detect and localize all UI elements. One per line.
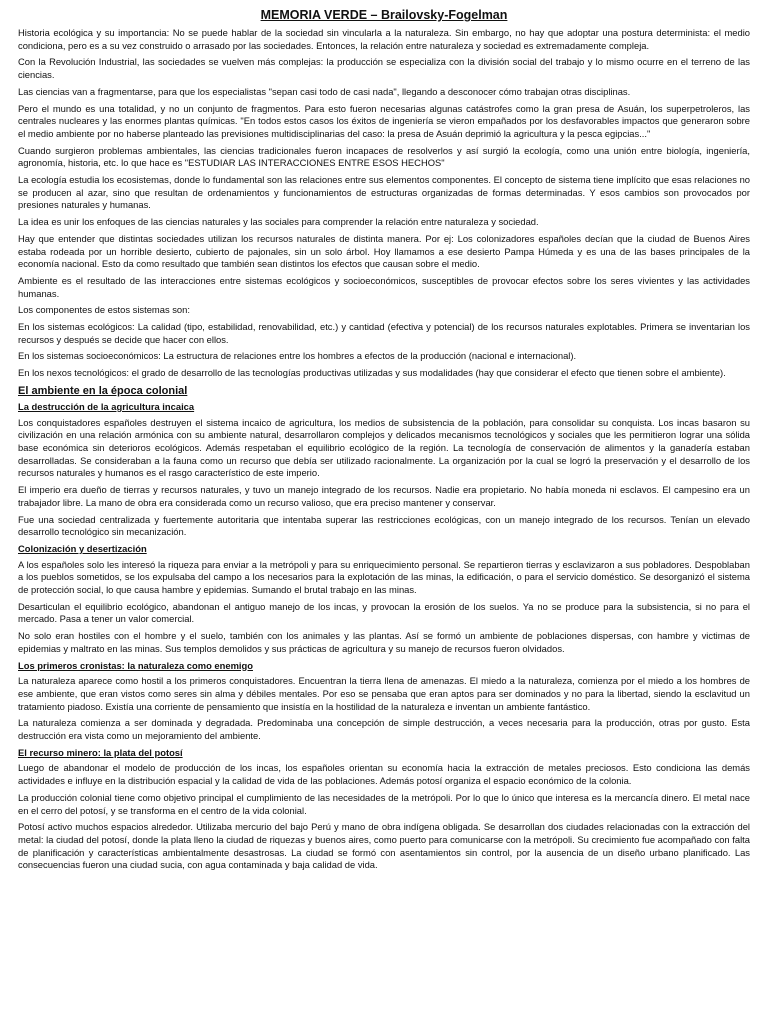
paragraph: La producción colonial tiene como objetivo principal el cumplimiento de las necesidades de la metrópoli. Por lo que lo único que interesa es la mercancía dinero. El metal nace en el cerro del potosí, y se transforma en el centro de la vida colonial. xyxy=(18,791,750,816)
subsection-heading: Colonización y desertización xyxy=(18,542,147,554)
subsection-heading: El recurso minero: la plata del potosí xyxy=(18,746,183,758)
paragraph: Cuando surgieron problemas ambientales, las ciencias tradicionales fueron incapaces de resolverlos y así surgió la ecología, como una unión entre biología, ingeniería, agronomía, historia, etc. lo que hace es "ESTUDIAR LAS INTERACCIONES ENTRE ESOS HECHOS" xyxy=(18,144,750,169)
paragraph: En los sistemas ecológicos: La calidad (tipo, estabilidad, renovabilidad, etc.) y cantidad (efectiva y potencial) de los recursos naturales explotables. Primera se inventarian los recursos y después se decide que hacer con ellos. xyxy=(18,321,750,345)
paragraph: La naturaleza aparece como hostil a los primeros conquistadores. Encuentran la tierra llena de amenazas. El miedo a la naturaleza, comienza por el miedo a los hombres de ese ambiente, que eran vistos como seres sin alma y débiles mentales. Por eso se pensaba que eran aptos para ser dominados y no para la libertad, siendo la esclavitud un tratamiento piadoso. Existía una corriente de pensamiento que insistía en la hostilidad de la naturaleza e inventan un ambiente fantástico. xyxy=(18,675,750,712)
paragraph: Luego de abandonar el modelo de producción de los incas, los españoles orientan su economía hacia la extracción de metales preciosos. Esto condiciona las demás actividades e influye en la distribución espacial y la calidad de vida de las poblaciones. Además potosí organiza el espacio económico de la colonia. xyxy=(18,762,750,787)
subsection-colonization xyxy=(18,543,750,656)
subsection-chroniclers xyxy=(18,660,750,743)
paragraph: No solo eran hostiles con el hombre y el suelo, también con los animales y las plantas. Así se formó un ambiente de poblaciones dispersas, con hambre y victimas de epidemias y maltrato en las minas. Sus templos demolidos y sus prácticas de agricultura y su manejo de recursos fueron olvidados. xyxy=(18,630,750,654)
paragraph: Pero el mundo es una totalidad, y no un conjunto de fragmentos. Para esto fueron necesarias algunas catástrofes como la gran presa de Asuán, los superpetroleros, las centrales nucleares y las enormes plantas químicas. "En todos estos casos los éxitos de ingeniería se vieron empañados por los desfavorables impactos que generaron sobre el medio ambiente por no haberse planteado las previsiones multidisciplinarias del caso: la presa de Asuán deprimió la agricultura y la pesca egipcias..." xyxy=(18,102,750,139)
section-heading: El ambiente en la época colonial xyxy=(18,384,188,397)
paragraph: La ecología estudia los ecosistemas, donde lo fundamental son las relaciones entre sus elementos componentes. El concepto de sistema tiene implícito que esas relaciones no se producen al azar, sino que resultan de ordenamientos y funcionamientos de estructuras organizadas de formas determinadas. Y esos cambios son provocados por presiones naturales y humanas. xyxy=(18,174,750,211)
paragraph: Historia ecológica y su importancia: No se puede hablar de la sociedad sin vincularla a la naturaleza. Sin embargo, no hay que adoptar una postura determinista: el medio condiciona, pero es a su vez construido o arrasado por las sociedades. Entonces, la relación entre naturaleza y sociedad es extremadamente compleja. xyxy=(18,27,750,51)
paragraph: Fue una sociedad centralizada y fuertemente autoritaria que intentaba superar las restricciones ecológicas, con un manejo integrado de los recursos. Tenían un elevado desarrollo tecnológico sin mecanización. xyxy=(18,513,750,538)
subsection-heading: La destrucción de la agricultura incaica xyxy=(18,400,195,412)
subsection-inca-agriculture xyxy=(18,401,750,539)
intro-section xyxy=(18,27,750,380)
paragraph: Los conquistadores españoles destruyen el sistema incaico de agricultura, los medios de subsistencia de la población, para consolidar su conquista. Los incas basaron su civilización en una relación armónica con su ambiente natural, desarrollaron complejos y delicados mecanismos tecnológicos y sociales que les permitieron lograr una sólida base económica sin deterioros ecológicos. Además respetaban el equilibrio ecológico de la región. La tecnología de conservación de alimentos y la ganadería estaban desarrolladas. Se consideraban a la fauna como un recurso que debía ser utilizado racionalmente. La organización por la cual se logró la preservación y el desarrollo de los recursos naturales y humanos es el rasgo característico de este imperio. xyxy=(18,416,750,479)
subsection-heading: Los primeros cronistas: la naturaleza como enemigo xyxy=(18,659,253,671)
paragraph: A los españoles solo les interesó la riqueza para enviar a la metrópoli y para su enriquecimiento personal. Se repartieron tierras y esclavizaron a sus pobladores. Despoblaban a los pueblos sometidos, se los expulsaba del campo a los necesarios para la explotación de las minas, la edificación, o para el servicio doméstico. Se desorganizó el sistema de protección social, lo que causa hambre y epidemias. Sumando el brutal trabajo en las minas. xyxy=(18,558,750,596)
document-title: MEMORIA VERDE – Brailovsky-Fogelman xyxy=(260,8,508,22)
paragraph: El imperio era dueño de tierras y recursos naturales, y tuvo un manejo integrado de los recursos. Nadie era propietario. No había moneda ni esclavos. El campesino era un trabajador libre. La mano de obra era considerada como un recurso valioso, que era preciso mantener y conservar. xyxy=(18,484,750,508)
paragraph: Potosí activo muchos espacios alrededor. Utilizaba mercurio del bajo Perú y mano de obra indígena obligada. Se desarrollan dos ciudades relacionadas con la extracción del metal: la ciudad del potosí, donde la plata lleno la ciudad de riquezas y buenos aires, como puerto para comunicarse con la metrópoli. Su crecimiento fue acompañado con falta de planificación y características ambientalmente desastrosas. La ciudad se formó con asentamientos sin control, por la ausencia de un diseño urbano planificado. Las consecuencias fueron una ciudad sucia, con agua contaminada y baja calidad de vida. xyxy=(18,821,750,871)
paragraph: Desarticulan el equilibrio ecológico, abandonan el antiguo manejo de los incas, y provocan la erosión de los suelos. Ya no se produce para la subsistencia, si no para el mercado. Pasa a tener un valor comercial. xyxy=(18,600,750,625)
paragraph: Ambiente es el resultado de las interacciones entre sistemas ecológicos y socioeconómicos, susceptibles de provocar efectos sobre los seres vivientes y las actividades humanas. xyxy=(18,274,750,299)
paragraph: La idea es unir los enfoques de las ciencias naturales y las sociales para comprender la relación entre naturaleza y sociedad. xyxy=(18,216,539,228)
paragraph: Las ciencias van a fragmentarse, para que los especialistas "sepan casi todo de casi nada", llegando a desconocer cómo trabajan otras disciplinas. xyxy=(18,85,631,97)
paragraph: En los nexos tecnológicos: el grado de desarrollo de las tecnologías productivas utilizadas y sus modalidades (hay que considerar el efecto que tienen sobre el ambiente). xyxy=(18,367,726,379)
paragraph: En los sistemas socioeconómicos: La estructura de relaciones entre los hombres a efectos de la producción (nacional e internacional). xyxy=(18,350,577,362)
paragraph: Los componentes de estos sistemas son: xyxy=(18,304,190,316)
subsection-potosi xyxy=(18,747,750,872)
paragraph: Con la Revolución Industrial, las sociedades se vuelven más complejas: la producción se especializa con la división social del trabajo y lo mismo ocurre en el terreno de las ciencias. xyxy=(18,56,750,81)
paragraph: Hay que entender que distintas sociedades utilizan los recursos naturales de distinta manera. Por ej: Los colonizadores españoles decían que la ciudad de Buenos Aires estaba rodeada por un horrible desierto, cubierto de pajonales, sin un solo árbol. Hoy llamamos a ese desierto Pampa Húmeda y es una de las bases principales de la economía nacional. Esto da como resultado que también sean distintos los efectos que causan sobre el medio. xyxy=(18,232,750,270)
paragraph: La naturaleza comienza a ser dominada y degradada. Predominaba una concepción de simple destrucción, a veces necesaria para la producción, otras por gusto. Esta destrucción era vista como un mejoramiento del ambiente. xyxy=(18,717,750,742)
